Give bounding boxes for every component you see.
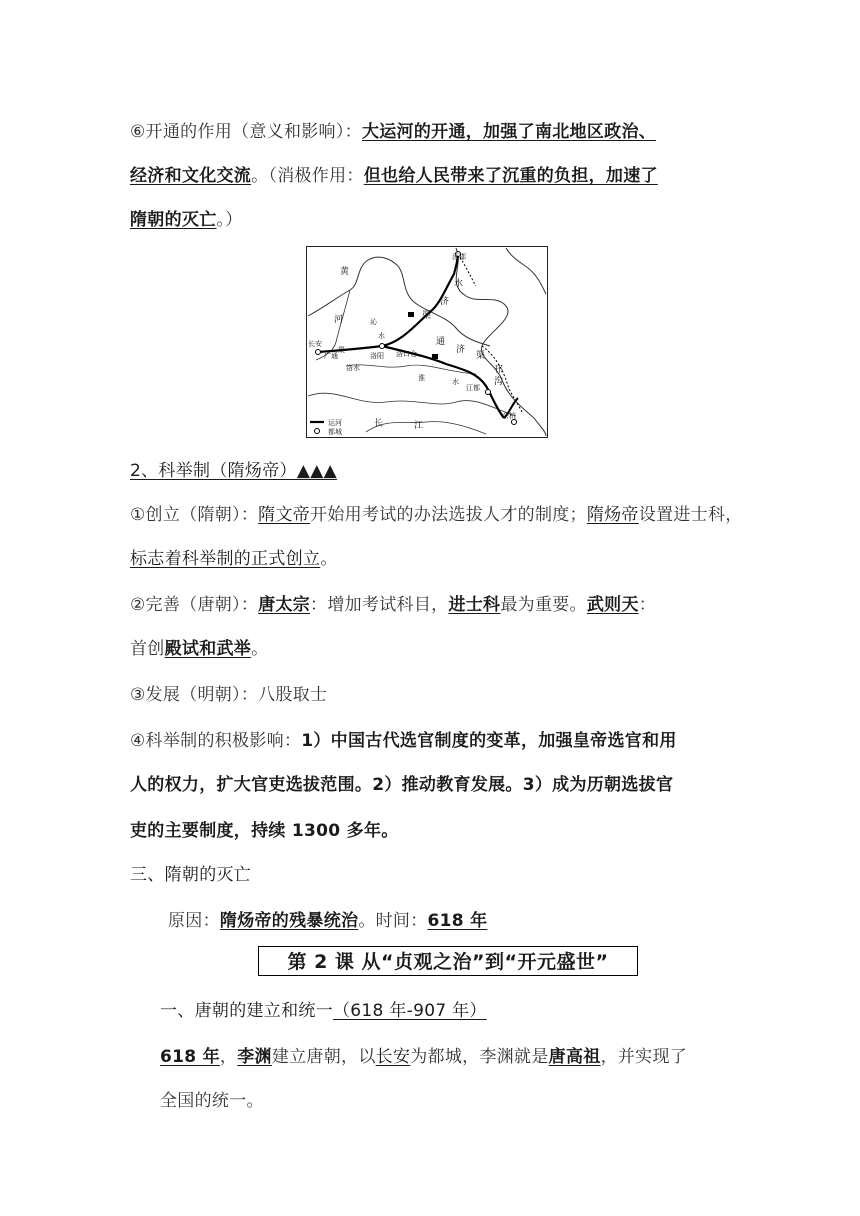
keju-founding-text: 开始用考试的办法选拔人才的制度； — [310, 505, 587, 525]
label-ji1: 济 — [440, 297, 450, 307]
keju-improve-lead: ②完善（唐朝）： — [130, 595, 259, 615]
sui-fall-reason: 隋炀帝的残暴统治 — [219, 911, 359, 931]
grand-canal-map — [306, 246, 548, 438]
label-luokoucang: 洛口仓 — [396, 350, 417, 358]
keju-wu-zetian: 武则天 — [586, 595, 639, 615]
effect-answer-1: 大运河的开通，加强了南北地区政治、 — [361, 122, 657, 142]
effect-close: 。） — [216, 210, 243, 230]
tang-changan: 长安 — [375, 1047, 411, 1067]
lesson-2-title: 第 2 课 从“贞观之治”到“开元盛世” — [258, 946, 638, 976]
section-keju-heading: 2、科举制（隋炀帝）▲▲▲ — [130, 461, 337, 481]
label-guangtong: 广通 — [324, 352, 338, 360]
keju-founding-line-2 — [130, 544, 338, 569]
keju-colon: ： — [638, 595, 657, 615]
effect-answer-3: 但也给人民带来了沉重的负担，加速了 — [363, 166, 658, 186]
keju-sui-yangdi: 隋炀帝 — [586, 505, 639, 525]
keju-important-text: 最为重要。 — [500, 595, 587, 615]
label-shui2: 水 — [378, 332, 385, 340]
keju-founding-line-1 — [130, 500, 743, 525]
tang-comma: ， — [219, 1047, 238, 1067]
effect-lead: ⑥开通的作用（意义和影响）： — [130, 122, 362, 142]
label-gou: 沟 — [494, 377, 504, 387]
keju-founding-mark: 标志着科举制的正式创立 — [130, 549, 321, 569]
sui-fall-reason-lead: 原因： — [168, 911, 220, 931]
section-tang-title — [160, 996, 487, 1021]
section-keju-title — [130, 456, 337, 481]
sui-fall-reason-line — [168, 906, 487, 931]
section-tang-dates: （618 年-907 年） — [333, 1001, 487, 1021]
tang-year: 618 年 — [160, 1047, 220, 1067]
label-shui3: 水 — [452, 378, 459, 386]
section-tang-heading: 一、唐朝的建立和统一 — [160, 1001, 333, 1021]
label-shui1: 水 — [454, 279, 464, 289]
label-luoshui: 洛水 — [346, 364, 360, 372]
effect-line-1 — [130, 117, 656, 142]
effect-answer-4: 隋朝的灭亡 — [130, 210, 217, 230]
label-chang: 长 — [374, 419, 384, 429]
tang-unify-text: ，并实现了 — [600, 1047, 688, 1067]
label-zhuojun: 涿郡 — [452, 253, 466, 261]
label-qu2: 渠 — [338, 346, 345, 354]
keju-first-text: 首创 — [130, 639, 165, 659]
label-han: 邗 — [494, 365, 504, 375]
keju-impact-1: 1）中国古代选官制度的变革，加强皇帝选官和用 — [301, 731, 677, 751]
sui-fall-time-lead: 。时间： — [358, 911, 428, 931]
tang-founding-line-2: 全国的统一。 — [160, 1091, 264, 1111]
keju-improve-text: ：增加考试科目， — [310, 595, 449, 615]
keju-impact-line-3: 吏的主要制度，持续 1300 多年。 — [130, 821, 399, 841]
legend-canal: 运河 — [328, 419, 342, 427]
label-yuhang: 余杭 — [502, 412, 516, 420]
effect-answer-2: 经济和文化交流 — [130, 166, 252, 186]
label-huang: 黄 — [340, 267, 350, 277]
keju-impact-line-1 — [130, 726, 677, 751]
label-he: 河 — [334, 315, 344, 325]
effect-negative-lead: 。（消极作用： — [251, 166, 364, 186]
tang-founding-line-1 — [160, 1042, 687, 1067]
tang-founding-text: 建立唐朝，以 — [271, 1047, 376, 1067]
legend-capital: 都城 — [328, 428, 342, 436]
keju-jinshi-ke: 进士科 — [448, 595, 501, 615]
label-luoyang: 洛阳 — [370, 352, 384, 360]
label-ji2: 济 — [456, 345, 466, 355]
tang-gaozu: 唐高祖 — [548, 1047, 601, 1067]
section-sui-fall-title: 三、隋朝的灭亡 — [130, 865, 252, 885]
keju-founding-end: 。 — [320, 549, 338, 569]
label-qu1: 渠 — [422, 311, 432, 321]
label-jiang: 江 — [414, 421, 424, 431]
label-huai: 淮 — [418, 374, 425, 382]
label-changan: 长安 — [308, 340, 322, 348]
keju-impact-lead: ④科举制的积极影响： — [130, 731, 302, 751]
keju-impact-line-2: 人的权力，扩大官吏选拔范围。2）推动教育发展。3）成为历朝选拔官 — [130, 775, 674, 795]
label-jiangdu: 江都 — [466, 384, 480, 392]
keju-founding-lead: ①创立（隋朝）： — [130, 505, 259, 525]
keju-dianshi-wuju: 殿试和武举 — [164, 639, 252, 659]
keju-sui-wendi: 隋文帝 — [258, 505, 311, 525]
label-qu3: 渠 — [476, 351, 486, 361]
effect-line-3 — [130, 205, 243, 230]
tang-capital-text: 为都城，李渊就是 — [410, 1047, 549, 1067]
keju-jinshi-text: 设置进士科， — [638, 505, 743, 525]
keju-improve-end: 。 — [251, 639, 269, 659]
keju-develop-line: ③发展（明朝）：八股取士 — [130, 685, 328, 705]
keju-tang-taizong: 唐太宗 — [258, 595, 311, 615]
keju-improve-line-1 — [130, 590, 656, 615]
effect-line-2 — [130, 161, 658, 186]
tang-li-yuan: 李渊 — [237, 1047, 272, 1067]
sui-fall-year: 618 年 — [427, 911, 488, 931]
label-tong: 通 — [436, 337, 446, 347]
keju-improve-line-2 — [130, 634, 268, 659]
label-qin: 沁 — [370, 318, 377, 326]
